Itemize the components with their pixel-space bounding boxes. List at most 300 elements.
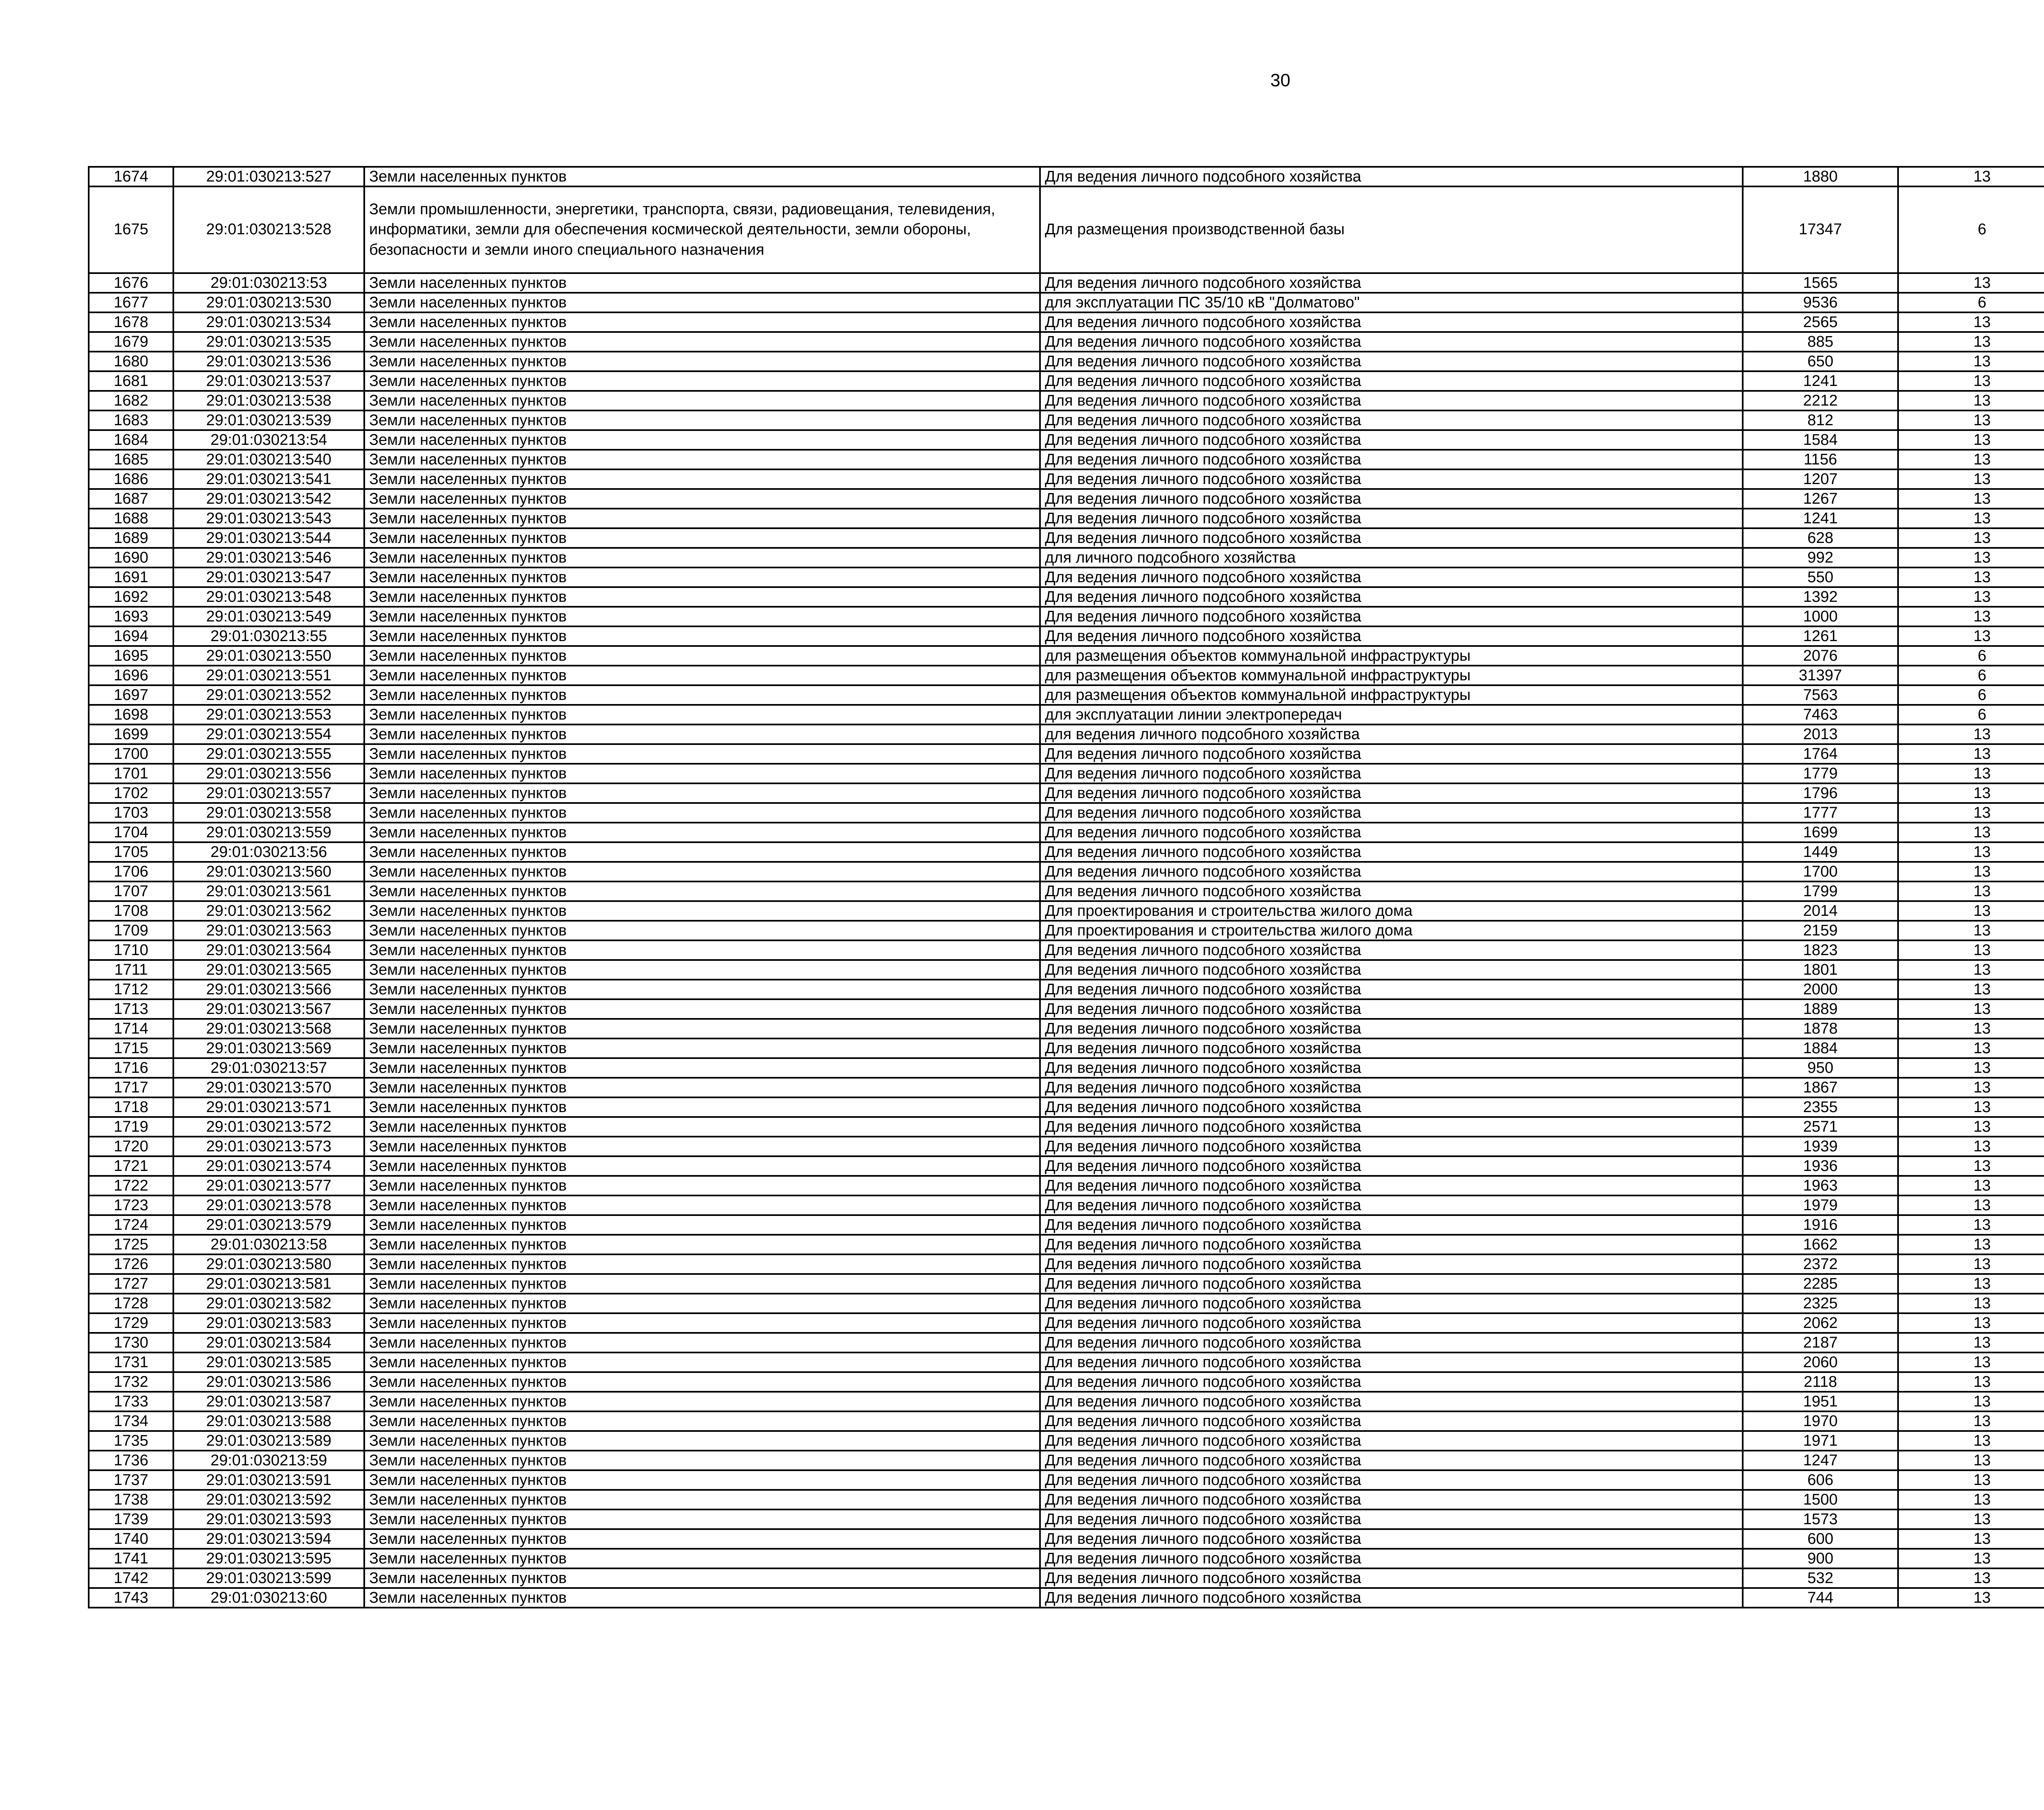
permitted-use-cell: Для ведения личного подсобного хозяйства: [1040, 881, 1743, 901]
cadastral-number-cell: 29:01:030213:571: [173, 1097, 364, 1117]
group-cell: 13: [1898, 1431, 2044, 1451]
permitted-use-cell: Для ведения личного подсобного хозяйства: [1040, 391, 1743, 410]
area-cell: 1880: [1743, 167, 1898, 186]
group-cell: 13: [1898, 1254, 2044, 1274]
group-cell: 13: [1898, 1411, 2044, 1431]
table-row: [89, 646, 2044, 666]
group-cell: 13: [1898, 881, 2044, 901]
area-cell: 1573: [1743, 1509, 1898, 1529]
table-row: [89, 1137, 2044, 1156]
area-cell: 1662: [1743, 1235, 1898, 1254]
permitted-use-cell: Для ведения личного подсобного хозяйства: [1040, 489, 1743, 509]
row-number-cell: 1730: [89, 1333, 173, 1352]
permitted-use-cell: Для ведения личного подсобного хозяйства: [1040, 1451, 1743, 1470]
cadastral-number-cell: 29:01:030213:583: [173, 1313, 364, 1333]
cadastral-number-cell: 29:01:030213:557: [173, 783, 364, 803]
group-cell: 13: [1898, 823, 2044, 842]
cadastral-number-cell: 29:01:030213:577: [173, 1176, 364, 1195]
cadastral-number-cell: 29:01:030213:548: [173, 587, 364, 607]
permitted-use-cell: Для ведения личного подсобного хозяйства: [1040, 273, 1743, 293]
table-row: [89, 1352, 2044, 1372]
area-cell: 1779: [1743, 764, 1898, 783]
permitted-use-cell: Для ведения личного подсобного хозяйства: [1040, 528, 1743, 548]
area-cell: 9536: [1743, 293, 1898, 312]
group-cell: 13: [1898, 548, 2044, 567]
permitted-use-cell: Для ведения личного подсобного хозяйства: [1040, 1529, 1743, 1549]
row-number-cell: 1718: [89, 1097, 173, 1117]
land-category-cell: Земли населенных пунктов: [364, 1568, 1040, 1588]
land-category-cell: Земли населенных пунктов: [364, 1019, 1040, 1038]
area-cell: 1916: [1743, 1215, 1898, 1235]
permitted-use-cell: Для ведения личного подсобного хозяйства: [1040, 1117, 1743, 1137]
group-cell: 13: [1898, 744, 2044, 764]
table-row: [89, 607, 2044, 626]
table-row: [89, 1058, 2044, 1078]
table-row: [89, 391, 2044, 410]
permitted-use-cell: Для ведения личного подсобного хозяйства: [1040, 352, 1743, 371]
permitted-use-cell: для эксплуатации ПС 35/10 кВ "Долматово": [1040, 293, 1743, 312]
land-category-cell: Земли населенных пунктов: [364, 469, 1040, 489]
group-cell: 13: [1898, 1137, 2044, 1156]
row-number-cell: 1700: [89, 744, 173, 764]
row-number-cell: 1674: [89, 167, 173, 186]
cadastral-number-cell: 29:01:030213:568: [173, 1019, 364, 1038]
land-category-cell: Земли населенных пунктов: [364, 1451, 1040, 1470]
area-cell: 7463: [1743, 705, 1898, 724]
group-cell: 13: [1898, 567, 2044, 587]
group-cell: 13: [1898, 626, 2044, 646]
permitted-use-cell: Для ведения личного подсобного хозяйства: [1040, 1568, 1743, 1588]
permitted-use-cell: Для ведения личного подсобного хозяйства: [1040, 1313, 1743, 1333]
row-number-cell: 1713: [89, 999, 173, 1019]
table-row: [89, 430, 2044, 450]
table-body: [89, 167, 2044, 1608]
table-row: [89, 1411, 2044, 1431]
area-cell: 606: [1743, 1470, 1898, 1490]
land-category-cell: Земли населенных пунктов: [364, 901, 1040, 921]
land-category-cell: Земли населенных пунктов: [364, 685, 1040, 705]
area-cell: 1247: [1743, 1451, 1898, 1470]
row-number-cell: 1679: [89, 332, 173, 352]
cadastral-number-cell: 29:01:030213:555: [173, 744, 364, 764]
row-number-cell: 1739: [89, 1509, 173, 1529]
land-category-cell: Земли населенных пунктов: [364, 1058, 1040, 1078]
land-category-cell: Земли населенных пунктов: [364, 607, 1040, 626]
group-cell: 13: [1898, 1451, 2044, 1470]
land-category-cell: Земли населенных пунктов: [364, 1313, 1040, 1333]
cadastral-number-cell: 29:01:030213:556: [173, 764, 364, 783]
cadastral-number-cell: 29:01:030213:591: [173, 1470, 364, 1490]
group-cell: 6: [1898, 293, 2044, 312]
permitted-use-cell: Для ведения личного подсобного хозяйства: [1040, 1392, 1743, 1411]
land-category-cell: Земли населенных пунктов: [364, 999, 1040, 1019]
table-row: [89, 548, 2044, 567]
land-category-cell: Земли населенных пунктов: [364, 940, 1040, 960]
permitted-use-cell: Для ведения личного подсобного хозяйства: [1040, 1431, 1743, 1451]
area-cell: 2060: [1743, 1352, 1898, 1372]
row-number-cell: 1736: [89, 1451, 173, 1470]
group-cell: 13: [1898, 1470, 2044, 1490]
area-cell: 1951: [1743, 1392, 1898, 1411]
group-cell: 13: [1898, 1588, 2044, 1608]
permitted-use-cell: Для ведения личного подсобного хозяйства: [1040, 1156, 1743, 1176]
permitted-use-cell: для размещения объектов коммунальной инфраструктуры: [1040, 666, 1743, 685]
row-number-cell: 1688: [89, 509, 173, 528]
land-category-cell: Земли населенных пунктов: [364, 567, 1040, 587]
table-row: [89, 1019, 2044, 1038]
area-cell: 2325: [1743, 1294, 1898, 1313]
table-row: [89, 352, 2044, 371]
row-number-cell: 1697: [89, 685, 173, 705]
area-cell: 1392: [1743, 587, 1898, 607]
table-row: [89, 764, 2044, 783]
row-number-cell: 1689: [89, 528, 173, 548]
cadastral-number-cell: 29:01:030213:54: [173, 430, 364, 450]
land-category-cell: Земли населенных пунктов: [364, 783, 1040, 803]
permitted-use-cell: Для ведения личного подсобного хозяйства: [1040, 980, 1743, 999]
land-category-cell: Земли населенных пунктов: [364, 312, 1040, 332]
table-row: [89, 1392, 2044, 1411]
table-row: [89, 881, 2044, 901]
permitted-use-cell: для ведения личного подсобного хозяйства: [1040, 724, 1743, 744]
table-row: [89, 1215, 2044, 1235]
group-cell: 13: [1898, 1097, 2044, 1117]
table-row: [89, 528, 2044, 548]
group-cell: 13: [1898, 1372, 2044, 1392]
area-cell: 2187: [1743, 1333, 1898, 1352]
area-cell: 992: [1743, 548, 1898, 567]
cadastral-number-cell: 29:01:030213:534: [173, 312, 364, 332]
table-row: [89, 332, 2044, 352]
area-cell: 1823: [1743, 940, 1898, 960]
row-number-cell: 1690: [89, 548, 173, 567]
cadastral-number-cell: 29:01:030213:547: [173, 567, 364, 587]
table-row: [89, 1509, 2044, 1529]
land-category-cell: Земли населенных пунктов: [364, 528, 1040, 548]
row-number-cell: 1701: [89, 764, 173, 783]
area-cell: 1267: [1743, 489, 1898, 509]
land-category-cell: Земли населенных пунктов: [364, 273, 1040, 293]
area-cell: 550: [1743, 567, 1898, 587]
area-cell: 1867: [1743, 1078, 1898, 1097]
row-number-cell: 1735: [89, 1431, 173, 1451]
cadastral-number-cell: 29:01:030213:592: [173, 1490, 364, 1509]
group-cell: 13: [1898, 1294, 2044, 1313]
table-row: [89, 1254, 2044, 1274]
area-cell: 31397: [1743, 666, 1898, 685]
group-cell: 13: [1898, 312, 2044, 332]
permitted-use-cell: Для ведения личного подсобного хозяйства: [1040, 587, 1743, 607]
land-category-cell: Земли населенных пунктов: [364, 1411, 1040, 1431]
area-cell: 1936: [1743, 1156, 1898, 1176]
table-row: [89, 862, 2044, 881]
land-category-cell: Земли населенных пунктов: [364, 646, 1040, 666]
permitted-use-cell: Для ведения личного подсобного хозяйства: [1040, 1294, 1743, 1313]
permitted-use-cell: Для ведения личного подсобного хозяйства: [1040, 1509, 1743, 1529]
area-cell: 1963: [1743, 1176, 1898, 1195]
land-category-cell: Земли населенных пунктов: [364, 1195, 1040, 1215]
row-number-cell: 1729: [89, 1313, 173, 1333]
row-number-cell: 1722: [89, 1176, 173, 1195]
area-cell: 900: [1743, 1549, 1898, 1568]
land-registry-table: [88, 166, 2044, 1608]
group-cell: 13: [1898, 410, 2044, 430]
group-cell: 13: [1898, 783, 2044, 803]
area-cell: 2000: [1743, 980, 1898, 999]
area-cell: 885: [1743, 332, 1898, 352]
permitted-use-cell: Для ведения личного подсобного хозяйства: [1040, 940, 1743, 960]
cadastral-number-cell: 29:01:030213:560: [173, 862, 364, 881]
group-cell: 6: [1898, 646, 2044, 666]
cadastral-number-cell: 29:01:030213:553: [173, 705, 364, 724]
land-category-cell: Земли населенных пунктов: [364, 724, 1040, 744]
permitted-use-cell: Для ведения личного подсобного хозяйства: [1040, 607, 1743, 626]
table-row: [89, 823, 2044, 842]
permitted-use-cell: Для ведения личного подсобного хозяйства: [1040, 1254, 1743, 1274]
land-category-cell: Земли населенных пунктов: [364, 1392, 1040, 1411]
group-cell: 13: [1898, 489, 2044, 509]
cadastral-number-cell: 29:01:030213:578: [173, 1195, 364, 1215]
permitted-use-cell: Для ведения личного подсобного хозяйства: [1040, 332, 1743, 352]
cadastral-number-cell: 29:01:030213:546: [173, 548, 364, 567]
land-category-cell: Земли населенных пунктов: [364, 1274, 1040, 1294]
row-number-cell: 1687: [89, 489, 173, 509]
row-number-cell: 1726: [89, 1254, 173, 1274]
row-number-cell: 1676: [89, 273, 173, 293]
permitted-use-cell: для размещения объектов коммунальной инфраструктуры: [1040, 646, 1743, 666]
group-cell: 13: [1898, 842, 2044, 862]
group-cell: 13: [1898, 921, 2044, 940]
cadastral-number-cell: 29:01:030213:53: [173, 273, 364, 293]
group-cell: 13: [1898, 167, 2044, 186]
row-number-cell: 1695: [89, 646, 173, 666]
land-category-cell: Земли населенных пунктов: [364, 980, 1040, 999]
permitted-use-cell: Для ведения личного подсобного хозяйства: [1040, 1372, 1743, 1392]
land-category-cell: Земли населенных пунктов: [364, 1470, 1040, 1490]
group-cell: 13: [1898, 940, 2044, 960]
permitted-use-cell: Для ведения личного подсобного хозяйства: [1040, 1058, 1743, 1078]
cadastral-number-cell: 29:01:030213:570: [173, 1078, 364, 1097]
group-cell: 13: [1898, 1058, 2044, 1078]
row-number-cell: 1741: [89, 1549, 173, 1568]
row-number-cell: 1725: [89, 1235, 173, 1254]
table-row: [89, 273, 2044, 293]
cadastral-number-cell: 29:01:030213:588: [173, 1411, 364, 1431]
permitted-use-cell: Для ведения личного подсобного хозяйства: [1040, 1549, 1743, 1568]
group-cell: 13: [1898, 450, 2044, 469]
table-row: [89, 1117, 2044, 1137]
table-row: [89, 1588, 2044, 1608]
cadastral-number-cell: 29:01:030213:541: [173, 469, 364, 489]
row-number-cell: 1710: [89, 940, 173, 960]
cadastral-number-cell: 29:01:030213:540: [173, 450, 364, 469]
permitted-use-cell: Для ведения личного подсобного хозяйства: [1040, 1588, 1743, 1608]
row-number-cell: 1684: [89, 430, 173, 450]
row-number-cell: 1723: [89, 1195, 173, 1215]
land-category-cell: Земли населенных пунктов: [364, 764, 1040, 783]
permitted-use-cell: Для проектирования и строительства жилого дома: [1040, 901, 1743, 921]
permitted-use-cell: Для ведения личного подсобного хозяйства: [1040, 1411, 1743, 1431]
cadastral-number-cell: 29:01:030213:554: [173, 724, 364, 744]
cadastral-number-cell: 29:01:030213:543: [173, 509, 364, 528]
row-number-cell: 1696: [89, 666, 173, 685]
cadastral-number-cell: 29:01:030213:60: [173, 1588, 364, 1608]
cadastral-number-cell: 29:01:030213:59: [173, 1451, 364, 1470]
cadastral-number-cell: 29:01:030213:589: [173, 1431, 364, 1451]
row-number-cell: 1716: [89, 1058, 173, 1078]
table-row: [89, 626, 2044, 646]
permitted-use-cell: Для ведения личного подсобного хозяйства: [1040, 1195, 1743, 1215]
land-category-cell: Земли населенных пунктов: [364, 1431, 1040, 1451]
group-cell: 13: [1898, 960, 2044, 980]
area-cell: 812: [1743, 410, 1898, 430]
row-number-cell: 1731: [89, 1352, 173, 1372]
land-category-cell: Земли населенных пунктов: [364, 293, 1040, 312]
table-row: [89, 940, 2044, 960]
area-cell: 1878: [1743, 1019, 1898, 1038]
row-number-cell: 1720: [89, 1137, 173, 1156]
permitted-use-cell: Для ведения личного подсобного хозяйства: [1040, 1078, 1743, 1097]
land-category-cell: Земли населенных пунктов: [364, 332, 1040, 352]
group-cell: 13: [1898, 1078, 2044, 1097]
group-cell: 13: [1898, 1392, 2044, 1411]
land-category-cell: Земли населенных пунктов: [364, 1490, 1040, 1509]
cadastral-number-cell: 29:01:030213:564: [173, 940, 364, 960]
group-cell: 13: [1898, 1568, 2044, 1588]
area-cell: 1500: [1743, 1490, 1898, 1509]
cadastral-number-cell: 29:01:030213:552: [173, 685, 364, 705]
group-cell: 13: [1898, 1529, 2044, 1549]
row-number-cell: 1698: [89, 705, 173, 724]
land-category-cell: Земли населенных пунктов: [364, 1254, 1040, 1274]
table-row: [89, 1235, 2044, 1254]
land-category-cell: Земли населенных пунктов: [364, 548, 1040, 567]
area-cell: 2118: [1743, 1372, 1898, 1392]
cadastral-number-cell: 29:01:030213:567: [173, 999, 364, 1019]
area-cell: 2571: [1743, 1117, 1898, 1137]
land-category-cell: Земли населенных пунктов: [364, 626, 1040, 646]
group-cell: 13: [1898, 1235, 2044, 1254]
cadastral-number-cell: 29:01:030213:585: [173, 1352, 364, 1372]
land-category-cell: Земли населенных пунктов: [364, 1117, 1040, 1137]
permitted-use-cell: для личного подсобного хозяйства: [1040, 548, 1743, 567]
permitted-use-cell: Для ведения личного подсобного хозяйства: [1040, 1352, 1743, 1372]
area-cell: 532: [1743, 1568, 1898, 1588]
land-category-cell: Земли промышленности, энергетики, транспорта, связи, радиовещания, телевидения, информатики, земли для обеспечения космической деятельности, земли обороны, безопасности и земли иного специального назначения: [364, 186, 1040, 273]
land-category-cell: Земли населенных пунктов: [364, 371, 1040, 391]
table-row: [89, 685, 2044, 705]
area-cell: 1801: [1743, 960, 1898, 980]
cadastral-number-cell: 29:01:030213:57: [173, 1058, 364, 1078]
table-row: [89, 312, 2044, 332]
cadastral-number-cell: 29:01:030213:559: [173, 823, 364, 842]
permitted-use-cell: Для ведения личного подсобного хозяйства: [1040, 1038, 1743, 1058]
area-cell: 1241: [1743, 509, 1898, 528]
area-cell: 1700: [1743, 862, 1898, 881]
row-number-cell: 1703: [89, 803, 173, 823]
permitted-use-cell: Для ведения личного подсобного хозяйства: [1040, 567, 1743, 587]
row-number-cell: 1721: [89, 1156, 173, 1176]
group-cell: 13: [1898, 901, 2044, 921]
cadastral-number-cell: 29:01:030213:581: [173, 1274, 364, 1294]
row-number-cell: 1742: [89, 1568, 173, 1588]
land-category-cell: Земли населенных пунктов: [364, 1333, 1040, 1352]
group-cell: 13: [1898, 1333, 2044, 1352]
row-number-cell: 1740: [89, 1529, 173, 1549]
table-row: [89, 803, 2044, 823]
area-cell: 1261: [1743, 626, 1898, 646]
area-cell: 1939: [1743, 1137, 1898, 1156]
land-category-cell: Земли населенных пунктов: [364, 1137, 1040, 1156]
cadastral-number-cell: 29:01:030213:538: [173, 391, 364, 410]
group-cell: 13: [1898, 1313, 2044, 1333]
table-row: [89, 1195, 2044, 1215]
row-number-cell: 1712: [89, 980, 173, 999]
area-cell: 744: [1743, 1588, 1898, 1608]
cadastral-number-cell: 29:01:030213:550: [173, 646, 364, 666]
row-number-cell: 1699: [89, 724, 173, 744]
permitted-use-cell: Для ведения личного подсобного хозяйства: [1040, 1333, 1743, 1352]
cadastral-number-cell: 29:01:030213:566: [173, 980, 364, 999]
permitted-use-cell: Для ведения личного подсобного хозяйства: [1040, 410, 1743, 430]
permitted-use-cell: Для ведения личного подсобного хозяйства: [1040, 744, 1743, 764]
cadastral-number-cell: 29:01:030213:582: [173, 1294, 364, 1313]
group-cell: 13: [1898, 1352, 2044, 1372]
table-row: [89, 186, 2044, 273]
table-row: [89, 509, 2044, 528]
permitted-use-cell: Для ведения личного подсобного хозяйства: [1040, 823, 1743, 842]
cadastral-number-cell: 29:01:030213:56: [173, 842, 364, 862]
land-category-cell: Земли населенных пунктов: [364, 921, 1040, 940]
group-cell: 13: [1898, 1156, 2044, 1176]
area-cell: 1241: [1743, 371, 1898, 391]
area-cell: 1584: [1743, 430, 1898, 450]
row-number-cell: 1707: [89, 881, 173, 901]
table-row: [89, 1176, 2044, 1195]
area-cell: 1764: [1743, 744, 1898, 764]
permitted-use-cell: Для ведения личного подсобного хозяйства: [1040, 999, 1743, 1019]
group-cell: 13: [1898, 1195, 2044, 1215]
group-cell: 13: [1898, 528, 2044, 548]
permitted-use-cell: Для ведения личного подсобного хозяйства: [1040, 430, 1743, 450]
cadastral-number-cell: 29:01:030213:551: [173, 666, 364, 685]
cadastral-number-cell: 29:01:030213:527: [173, 167, 364, 186]
row-number-cell: 1728: [89, 1294, 173, 1313]
row-number-cell: 1704: [89, 823, 173, 842]
group-cell: 13: [1898, 1117, 2044, 1137]
cadastral-number-cell: 29:01:030213:569: [173, 1038, 364, 1058]
cadastral-number-cell: 29:01:030213:574: [173, 1156, 364, 1176]
row-number-cell: 1702: [89, 783, 173, 803]
permitted-use-cell: Для ведения личного подсобного хозяйства: [1040, 1137, 1743, 1156]
permitted-use-cell: Для ведения личного подсобного хозяйства: [1040, 1470, 1743, 1490]
table-row: [89, 489, 2044, 509]
permitted-use-cell: Для ведения личного подсобного хозяйства: [1040, 1490, 1743, 1509]
row-number-cell: 1706: [89, 862, 173, 881]
row-number-cell: 1724: [89, 1215, 173, 1235]
group-cell: 13: [1898, 999, 2044, 1019]
area-cell: 1970: [1743, 1411, 1898, 1431]
row-number-cell: 1733: [89, 1392, 173, 1411]
cadastral-number-cell: 29:01:030213:595: [173, 1549, 364, 1568]
land-category-cell: Земли населенных пунктов: [364, 1509, 1040, 1529]
cadastral-number-cell: 29:01:030213:572: [173, 1117, 364, 1137]
row-number-cell: 1717: [89, 1078, 173, 1097]
area-cell: 650: [1743, 352, 1898, 371]
permitted-use-cell: для размещения объектов коммунальной инфраструктуры: [1040, 685, 1743, 705]
area-cell: 2159: [1743, 921, 1898, 940]
group-cell: 13: [1898, 273, 2044, 293]
